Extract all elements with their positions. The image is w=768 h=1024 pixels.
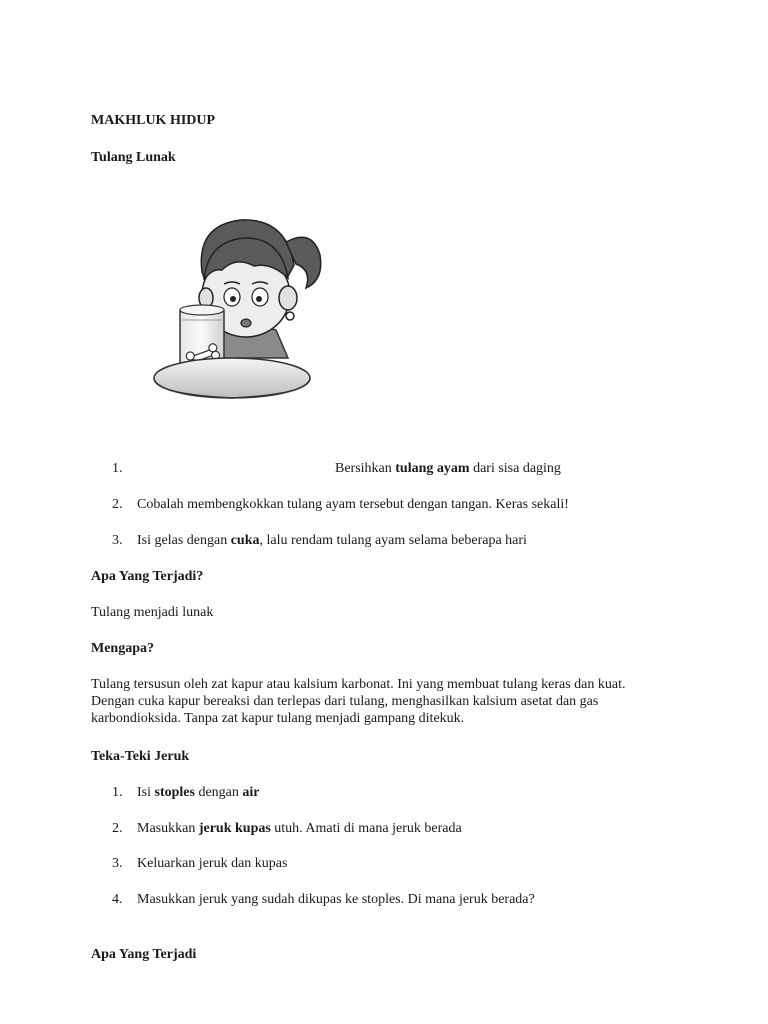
step-text: Isi gelas dengan <box>137 533 231 548</box>
step-text: Masukkan jeruk yang sudah dikupas ke stoples. Di mana jeruk berada? <box>137 892 535 907</box>
section-heading-mengapa: Mengapa? <box>91 641 154 656</box>
explanation-paragraph <box>91 676 691 727</box>
list-number: 4. <box>112 892 123 907</box>
list-text <box>137 496 569 513</box>
paragraph-line: karbondioksida. Tanpa zat kapur tulang menjadi gampang ditekuk. <box>91 711 465 726</box>
paragraph-line: Dengan cuka kapur bereaksi dan terlepas dari tulang, menghasilkan kalsium asetat dan gas <box>91 694 599 709</box>
list-number: 3. <box>112 856 123 871</box>
step-bold-text: tulang ayam <box>395 461 470 476</box>
step-bold-text: jeruk kupas <box>198 821 271 836</box>
list-text <box>335 460 561 477</box>
list-text <box>137 855 287 872</box>
step-text: Bersihkan <box>335 461 396 476</box>
step-text: Masukkan <box>137 821 199 836</box>
list-text <box>137 532 527 549</box>
list-text <box>137 891 535 908</box>
step-bold-text-2: air <box>242 785 260 800</box>
section-heading-apa-yang-terjadi-2: Apa Yang Terjadi <box>91 947 197 962</box>
list-number: 1. <box>112 461 123 476</box>
result-text: Tulang menjadi lunak <box>91 605 214 620</box>
step-text: Keluarkan jeruk dan kupas <box>137 856 288 871</box>
list-number: 2. <box>112 821 123 836</box>
list-text <box>137 820 462 837</box>
list-text <box>137 784 260 801</box>
step-text-tail: , lalu rendam tulang ayam selama beberapa hari <box>259 533 527 548</box>
step-text-mid: utuh. Amati di mana jeruk berada <box>270 821 462 836</box>
step-text-mid: dengan <box>194 785 243 800</box>
section-heading-teka-teki-jeruk: Teka-Teki Jeruk <box>91 749 190 764</box>
list-number: 1. <box>112 785 123 800</box>
document-title: MAKHLUK HIDUP <box>91 113 216 128</box>
step-text: Isi <box>137 785 155 800</box>
list-number: 2. <box>112 497 123 512</box>
list-number: 3. <box>112 533 123 548</box>
step-text: Cobalah membengkokkan tulang ayam tersebut dengan tangan. Keras sekali! <box>137 497 569 512</box>
girl-bone-glass-illustration <box>136 180 336 475</box>
step-text-tail: dari sisa daging <box>469 461 561 476</box>
paragraph-line: Tulang tersusun oleh zat kapur atau kalsium karbonat. Ini yang membuat tulang keras dan kuat. <box>91 677 626 692</box>
section-heading-tulang-lunak: Tulang Lunak <box>91 150 176 165</box>
step-bold-text: stoples <box>154 785 195 800</box>
section-heading-apa-yang-terjadi: Apa Yang Terjadi? <box>91 569 204 584</box>
step-bold-text: cuka <box>230 533 260 548</box>
